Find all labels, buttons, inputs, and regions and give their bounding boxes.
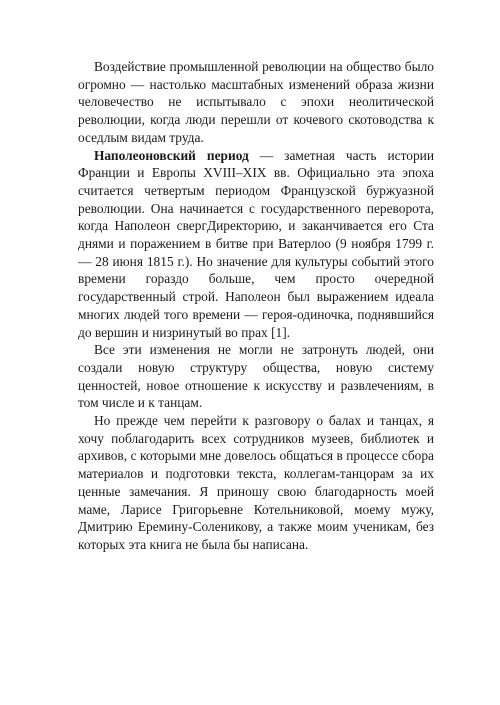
body-text — [78, 58, 434, 554]
paragraph-text: Воздействие промышленной революции на общество было огромно — настолько масштабных изменений образа жизни человечество не испытывало с эпохи неолитической революции, когда люди перешли от кочевого скотоводства к оседлым видам труда. — [78, 59, 434, 145]
term-napoleonic-period: Наполеоновский период — [94, 147, 249, 163]
paragraph-industrial-revolution — [78, 58, 434, 147]
paragraph-text: Все эти изменения не могли не затронуть людей, они создали новую структуру общества, новую систему ценностей, новое отношение к искусству и развлечениям, в том числе и к танцам. — [78, 342, 434, 411]
paragraph-text: Но прежде чем перейти к разговору о балах и танцах, я хочу поблагодарить всех сотрудников музеев, библиотек и архивов, с которыми мне довелось общаться в процессе сбора материалов и подготовки текста, коллегам-танцорам за их ценные замечания. Я приношу свою благодарность моей маме, Ларисе Григорьевне Котельниковой, моему мужу, Дмитрию Еремину-Соленикову, а также моим ученикам, без которых эта книга не была бы написана. — [78, 413, 434, 552]
paragraph-acknowledgements — [78, 412, 434, 554]
paragraph-napoleonic-period — [78, 147, 434, 342]
paragraph-text: — заметная часть истории Франции и Европы XVIII–XIX вв. Официально эта эпоха считается четвертым периодом Французской буржуазной революции. Она начинается с государственного переворота, когда Наполеон свергДиректорию, и заканчивается его Ста днями и поражением в битве при Ватерлоо (9 ноября 1799 г. — 28 июня 1815 г.). Но значение для культуры событий этого времени гораздо больше, чем просто очередной государственный строй. Наполеон был выражением идеала многих людей того времени — героя-одиночка, поднявшийся до вершин и низринутый во прах [1]. — [78, 147, 434, 340]
paragraph-changes — [78, 341, 434, 412]
